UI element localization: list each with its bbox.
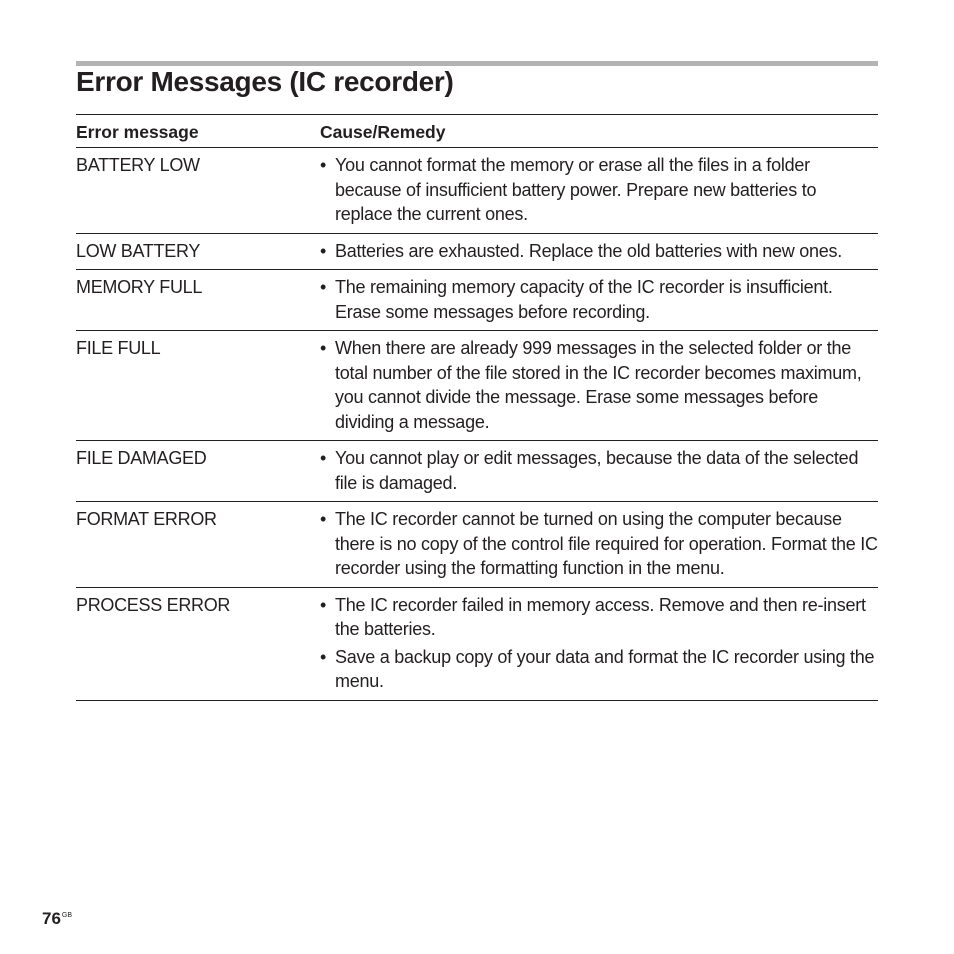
- remedy-list: [320, 446, 878, 495]
- remedy-item: [320, 507, 878, 581]
- table-row: [76, 441, 878, 502]
- cause-remedy-cell: [320, 148, 878, 234]
- remedy-list: [320, 336, 878, 434]
- bullet-icon: •: [320, 594, 327, 615]
- error-message-text: FILE FULL: [76, 338, 161, 358]
- remedy-list: [320, 239, 878, 264]
- table-row: [76, 233, 878, 270]
- bullet-icon: •: [320, 240, 327, 261]
- remedy-text: Batteries are exhausted. Replace the old batteries with new ones.: [335, 240, 843, 261]
- column-header-cause-remedy: Cause/Remedy: [320, 115, 878, 148]
- remedy-text: When there are already 999 messages in the selected folder or the total number of the file stored in the IC recorder becomes maximum, you cannot divide the message. Erase some messages before dividing a message.: [335, 338, 862, 432]
- remedy-list: [320, 593, 878, 694]
- remedy-text: The remaining memory capacity of the IC recorder is insufficient. Erase some messages before recording.: [335, 277, 833, 322]
- remedy-item: [320, 239, 878, 264]
- cause-remedy-cell: [320, 270, 878, 331]
- remedy-item: [320, 153, 878, 227]
- remedy-item: [320, 446, 878, 495]
- error-message-text: FORMAT ERROR: [76, 509, 217, 529]
- table-row: [76, 331, 878, 441]
- error-message-text: FILE DAMAGED: [76, 448, 207, 468]
- column-header-error-message: Error message: [76, 115, 320, 148]
- bullet-icon: •: [320, 509, 327, 529]
- cause-remedy-cell: [320, 587, 878, 700]
- bullet-icon: •: [320, 448, 327, 468]
- cause-remedy-cell: [320, 331, 878, 441]
- remedy-text: You cannot play or edit messages, because the data of the selected file is damaged.: [335, 448, 859, 493]
- remedy-text: The IC recorder failed in memory access. Remove and then re-insert the batteries.: [335, 594, 866, 639]
- bullet-icon: •: [320, 338, 327, 358]
- table-row: [76, 502, 878, 588]
- bullet-icon: •: [320, 277, 327, 297]
- table-body: [76, 148, 878, 701]
- bullet-icon: •: [320, 155, 327, 175]
- error-message-cell: [76, 233, 320, 270]
- remedy-list: [320, 507, 878, 581]
- error-message-cell: [76, 148, 320, 234]
- error-message-cell: [76, 441, 320, 502]
- page-number: [42, 909, 72, 929]
- bullet-icon: •: [320, 646, 327, 667]
- error-message-text: PROCESS ERROR: [76, 594, 231, 615]
- remedy-item: [320, 275, 878, 324]
- remedy-text: You cannot format the memory or erase all the files in a folder because of insufficient battery power. Prepare new batteries to replace the current ones.: [335, 155, 817, 224]
- page-number-value: 76: [42, 909, 61, 928]
- error-message-cell: [76, 331, 320, 441]
- error-message-text: BATTERY LOW: [76, 155, 200, 175]
- table-row: [76, 148, 878, 234]
- table-row: [76, 587, 878, 700]
- page-region-code: GB: [61, 912, 73, 920]
- remedy-text: Save a backup copy of your data and format the IC recorder using the menu.: [335, 646, 875, 691]
- remedy-list: [320, 275, 878, 324]
- cause-remedy-cell: [320, 441, 878, 502]
- error-message-cell: [76, 502, 320, 588]
- table-row: [76, 270, 878, 331]
- cause-remedy-cell: [320, 502, 878, 588]
- error-messages-table: [76, 114, 878, 701]
- remedy-item: [320, 593, 878, 642]
- error-message-text: MEMORY FULL: [76, 277, 203, 297]
- page-title: Error Messages (IC recorder): [76, 66, 454, 97]
- remedy-item: [320, 645, 878, 694]
- remedy-list: [320, 153, 878, 227]
- error-message-cell: [76, 270, 320, 331]
- error-message-text: LOW BATTERY: [76, 240, 201, 261]
- remedy-text: The IC recorder cannot be turned on using the computer because there is no copy of the control file required for operation. Format the IC recorder using the formatting function in the menu.: [335, 509, 878, 578]
- cause-remedy-cell: [320, 233, 878, 270]
- table-header-row: [76, 115, 878, 148]
- remedy-item: [320, 336, 878, 434]
- error-message-cell: [76, 587, 320, 700]
